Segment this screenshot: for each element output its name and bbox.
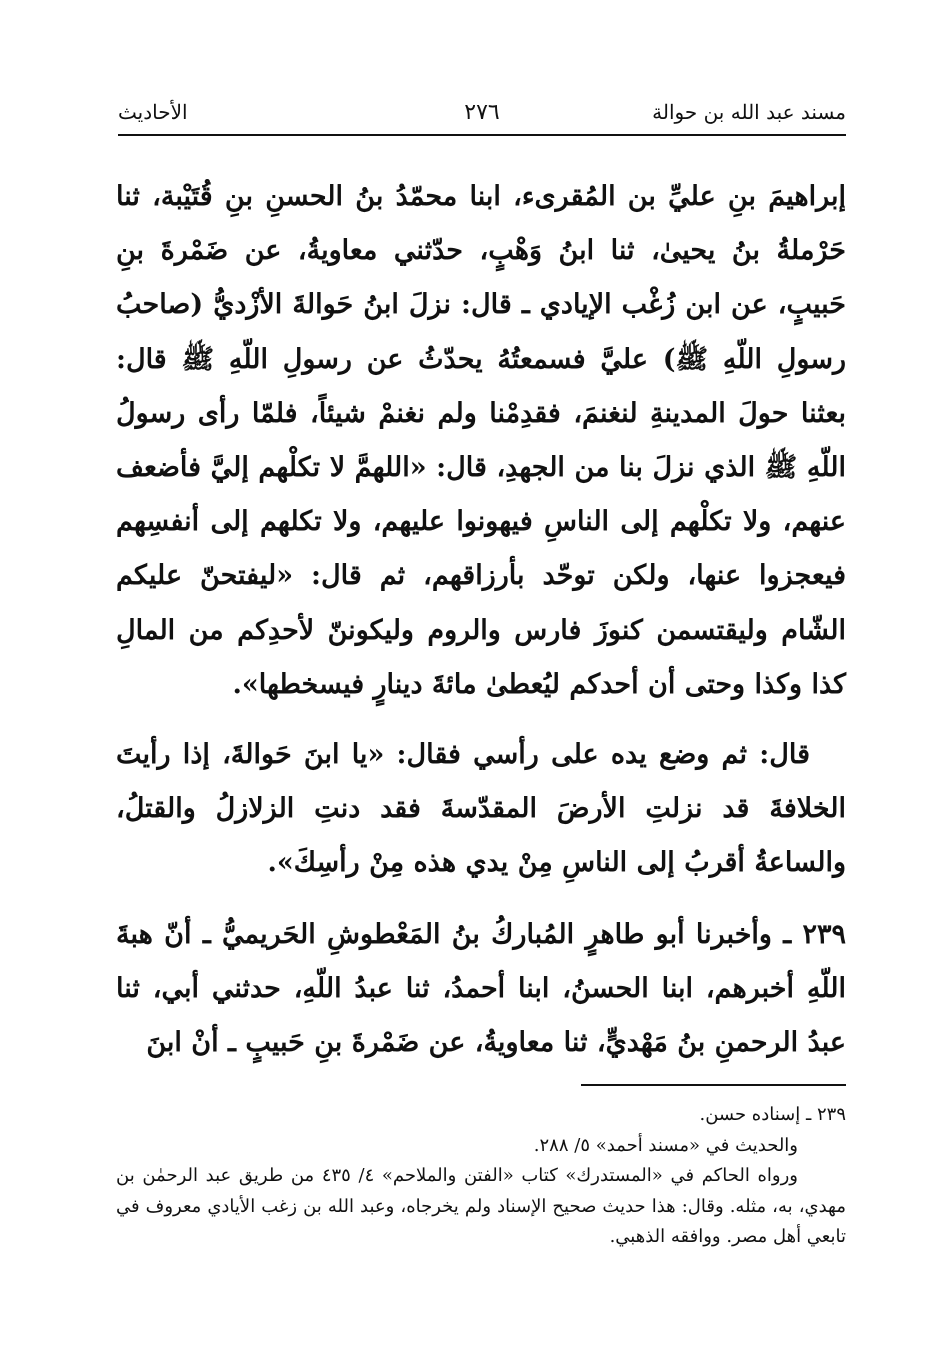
footnotes xyxy=(116,1100,846,1253)
footnote-line-1 xyxy=(116,1100,846,1131)
section-title: الأحاديث xyxy=(118,100,188,124)
page-number: ٢٧٦ xyxy=(464,100,500,125)
running-header xyxy=(118,96,846,136)
main-text xyxy=(116,170,846,1071)
hadith-number: ٢٣٩ xyxy=(802,919,847,950)
paragraph-2 xyxy=(116,728,846,888)
footnote-rule xyxy=(581,1084,846,1086)
footnote-line-3-text: ورواه الحاكم في «المستدرك» كتاب «الفتن والملاحم» ٤/ ٤٣٥ من طريق عبد الرحمٰن بن مهدي، به، مثله. وقال: هذا حديث صحيح الإسناد ولم يخرجاه، وعبد الله بن زغب الأيادي معروف في تابعي أهل مصر. ووافقه الذهبي. xyxy=(116,1165,846,1247)
footnote-line-1-text: ـ إسناده حسن. xyxy=(699,1104,812,1125)
paragraph-1: إبراهيمَ بنِ عليِّ بن المُقرىء، ابنا محمّدُ بنُ الحسنِ بنِ قُتَيْبة، ثنا حَرْملةُ بنُ يحيىٰ، ثنا ابنُ وَهْبٍ، حدّثني معاويةُ، عن ضَمْرةَ بنِ حَبيبٍ، عن ابن زُغْب الإيادي ـ قال: نزلَ ابنُ حَوالةَ الأزْديُّ (صاحبُ رسولِ اللّهِ ﷺ) عليَّ فسمعتُهُ يحدّثُ عن رسولِ اللّهِ ﷺ قال: بعثنا حولَ المدينةِ لنغنمَ، فقدِمْنا ولم نغنمْ شيئاً، فلمّا رأى رسولُ اللّهِ ﷺ الذي نزلَ بنا من الجهدِ، قال: «اللهمَّ لا تكلْهم إليَّ فأضعف عنهم، ولا تكلْهم إلى الناسِ فيهونوا عليهم، ولا تكلهم إلى أنفسِهم فيعجزوا عنها، ولكن توحّد بأرزاقهم، ثم قال: «ليفتحنّ عليكم الشّام وليقتسمن كنوزَ فارس والروم وليكوننّ لأحدِكم من المالِ كذا وكذا وحتى أن أحدكم ليُعطىٰ مائةَ دينارٍ فيسخطها». xyxy=(116,181,846,700)
footnote-number: ٢٣٩ xyxy=(816,1104,846,1125)
footnote-line-2 xyxy=(116,1131,846,1162)
footnote-line-3 xyxy=(116,1161,846,1253)
header-rule xyxy=(118,134,846,136)
footnote-line-2-text: والحديث في «مسند أحمد» ٥/ ٢٨٨. xyxy=(533,1134,798,1156)
paragraph-3-text: ـ وأخبرنا أبو طاهرٍ المُباركُ بنُ المَعْطوشِ الحَريميُّ ـ أنّ هبةَ اللّهِ أخبرهم، ابنا الحسنُ، ابنا أحمدُ، ثنا عبدُ اللّهِ، حدثني أبي، ثنا عبدُ الرحمنِ بنُ مَهْديٍّ، ثنا معاويةُ، عن ضَمْرةَ بنِ حَبيبٍ ـ أنْ ابنَ xyxy=(116,919,846,1059)
paragraph-2-text: قال: ثم وضع يده على رأسي فقال: «يا ابنَ حَوالةَ، إذا رأيتَ الخلافةَ قد نزلتِ الأرضَ المقدّسةَ فقد دنتِ الزلازلُ والقتلُ، والساعةُ أقربُ إلى الناسِ مِنْ يدي هذه مِنْ رأسِكَ». xyxy=(116,739,846,879)
paragraph-3 xyxy=(116,908,846,1071)
book-title: مسند عبد الله بن حوالة xyxy=(652,100,846,124)
